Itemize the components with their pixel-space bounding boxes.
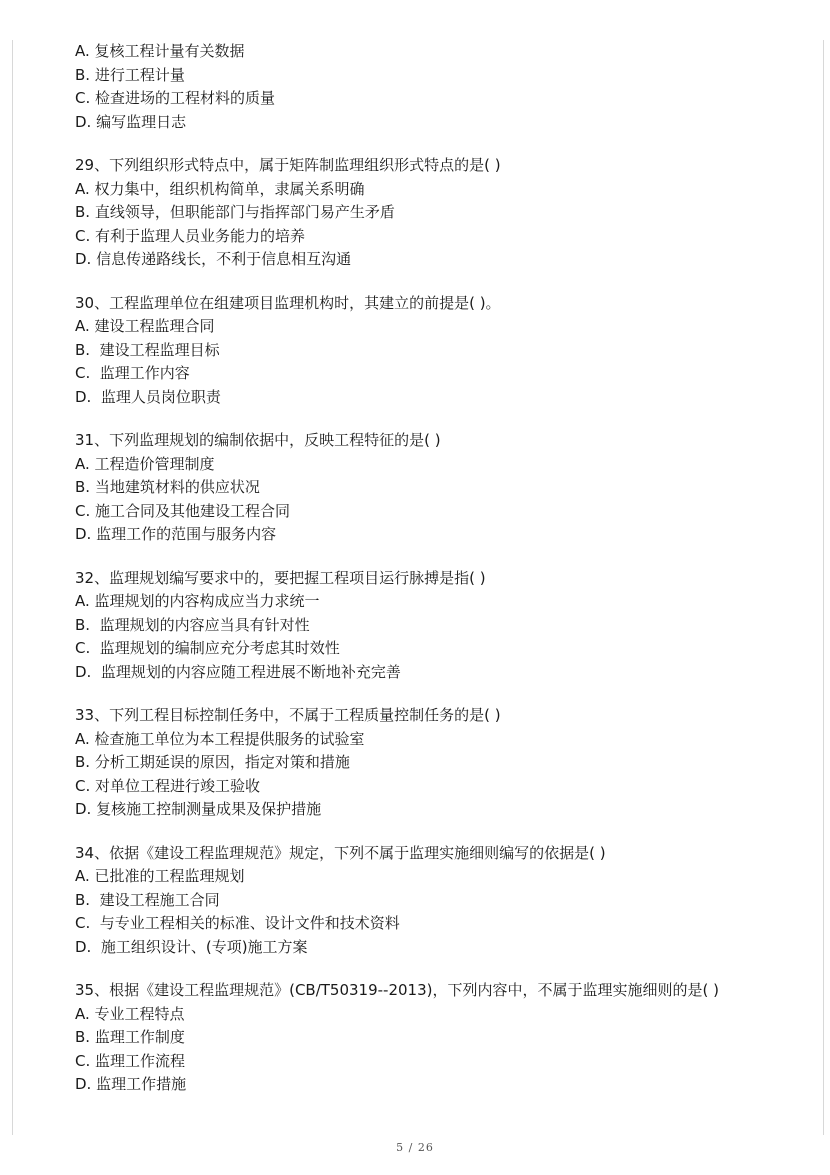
option-line: D. 监理规划的内容应随工程进展不断地补充完善 <box>75 662 401 681</box>
question-33 <box>75 704 765 822</box>
option-line: C. 施工合同及其他建设工程合同 <box>75 501 291 520</box>
option-line: C. 监理工作流程 <box>75 1051 186 1070</box>
option-line: A. 检查施工单位为本工程提供服务的试验室 <box>75 729 365 748</box>
option-line: D. 监理工作的范围与服务内容 <box>75 525 277 543</box>
option-line: A. 监理规划的内容构成应当力求统一 <box>75 592 320 610</box>
option-line: C. 对单位工程进行竣工验收 <box>75 776 261 795</box>
question-30 <box>75 292 765 410</box>
question-stem: 32、监理规划编写要求中的，要把握工程项目运行脉搏是指( ) <box>75 568 486 587</box>
option-line: A. 已批准的工程监理规划 <box>75 867 245 885</box>
option-line: D. 施工组织设计、(专项)施工方案 <box>75 937 308 956</box>
option-line: A. 建设工程监理合同 <box>75 317 215 335</box>
option-line: C. 与专业工程相关的标准、设计文件和技术资料 <box>75 914 400 932</box>
option-line: B. 分析工期延误的原因，指定对策和措施 <box>75 753 350 771</box>
question-32 <box>75 567 765 685</box>
question-stem: 31、下列监理规划的编制依据中，反映工程特征的是( ) <box>75 431 441 449</box>
option-line: A. 专业工程特点 <box>75 1004 185 1023</box>
question-stem: 29、下列组织形式特点中，属于矩阵制监理组织形式特点的是( ) <box>75 156 501 174</box>
option-line: A. 复核工程计量有关数据 <box>75 42 245 60</box>
question-stem: 33、下列工程目标控制任务中，不属于工程质量控制任务的是( ) <box>75 706 501 724</box>
option-line: B. 监理工作制度 <box>75 1028 185 1046</box>
option-line: A. 权力集中，组织机构简单，隶属关系明确 <box>75 179 365 198</box>
option-line: B. 建设工程施工合同 <box>75 890 220 909</box>
option-line: C. 监理工作内容 <box>75 364 190 382</box>
question-35 <box>75 979 765 1097</box>
page-margin-rule-right <box>823 40 824 1135</box>
question-34 <box>75 842 765 960</box>
option-line: D. 监理工作措施 <box>75 1075 187 1093</box>
page-number: 5 / 26 <box>396 1141 434 1154</box>
option-line: C. 有利于监理人员业务能力的培养 <box>75 226 306 245</box>
option-line: B. 当地建筑材料的供应状况 <box>75 478 260 496</box>
question-29 <box>75 154 765 272</box>
document-body <box>75 40 765 1097</box>
option-line: B. 进行工程计量 <box>75 65 185 84</box>
option-line: D. 监理人员岗位职责 <box>75 387 221 406</box>
question-stem: 30、工程监理单位在组建项目监理机构时，其建立的前提是( )。 <box>75 293 501 312</box>
option-line: B. 直线领导，但职能部门与指挥部门易产生矛盾 <box>75 203 395 221</box>
option-line: B. 监理规划的内容应当具有针对性 <box>75 615 310 634</box>
option-line: C. 监理规划的编制应充分考虑其时效性 <box>75 639 340 657</box>
option-line: D. 信息传递路线长，不利于信息相互沟通 <box>75 250 352 268</box>
option-line: B. 建设工程监理目标 <box>75 340 220 359</box>
option-line: D. 编写监理日志 <box>75 112 187 131</box>
question-stem: 34、依据《建设工程监理规范》规定，下列不属于监理实施细则编写的依据是( ) <box>75 843 606 862</box>
question-stem: 35、根据《建设工程监理规范》(CB/T50319--2013)，下列内容中，不属于监理实施细则的是( ) <box>75 981 719 999</box>
option-line: D. 复核施工控制测量成果及保护措施 <box>75 800 322 818</box>
option-line: A. 工程造价管理制度 <box>75 454 215 473</box>
question-31 <box>75 429 765 547</box>
option-line: C. 检查进场的工程材料的质量 <box>75 89 276 107</box>
lead-options <box>75 40 765 134</box>
page-margin-rule-left <box>12 40 13 1135</box>
